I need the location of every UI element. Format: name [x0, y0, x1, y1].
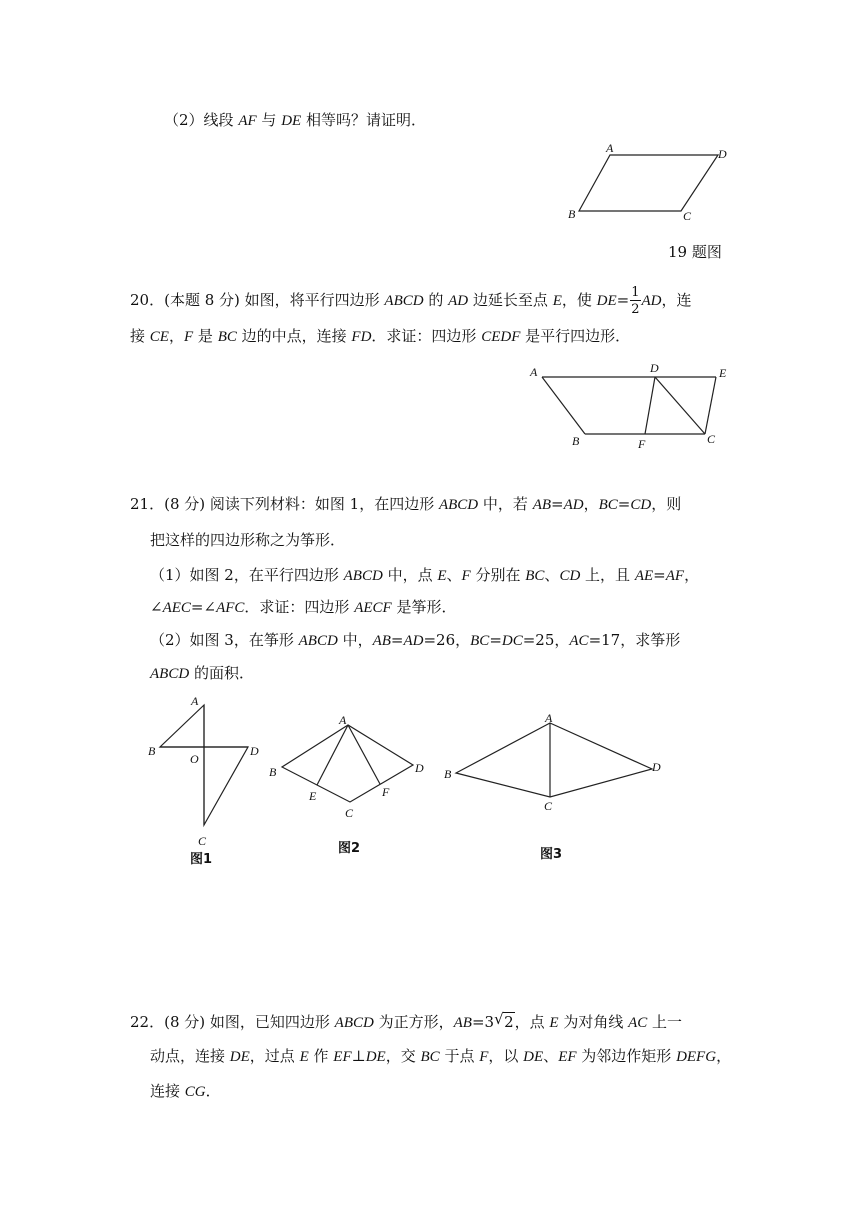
fig1-label-B: B [148, 744, 156, 758]
fig2-label-B: B [269, 765, 277, 779]
fig1-label-C: C [198, 834, 207, 848]
q19-label-D: D [718, 147, 727, 161]
q20-line2: 接 CE，F 是 BC 边的中点，连接 FD．求证：四边形 CEDF 是平行四边形． [130, 327, 631, 345]
q20-label-C: C [707, 432, 716, 446]
q19-label-A: A [606, 141, 614, 155]
fig3-label-C: C [544, 799, 553, 813]
fig3-label-D: D [652, 760, 661, 774]
q20-label-E: E [719, 366, 727, 380]
q20-label-B: B [572, 434, 580, 448]
q21-figure2 [265, 710, 445, 830]
q19-label-C: C [683, 209, 692, 223]
fig3-label-A: A [545, 711, 553, 725]
q21-figure1 [140, 690, 270, 870]
q19-label-B: B [568, 207, 576, 221]
fig1-caption: 图1 [190, 852, 213, 867]
fig1-label-D: D [250, 744, 259, 758]
q19-part2: （2）线段 AF 与 DE 相等吗？请证明． [164, 111, 426, 129]
q21-figure3 [440, 705, 680, 815]
q20-label-A: A [530, 365, 538, 379]
q20-label-D: D [650, 361, 659, 375]
fig2-label-E: E [309, 789, 317, 803]
q21-part2-line1: （2）如图 3，在筝形 ABCD 中，AB=AD=26，BC=DC=25，AC=17，求筝形 [150, 631, 681, 649]
q22-line1: 22．(8 分) 如图，已知四边形 ABCD 为正方形，AB=3 √ 2，点 E 为对角线 AC 上一 [130, 1010, 683, 1031]
fig2-label-F: F [382, 785, 390, 799]
q20-line1: 20．(本题 8 分) 如图，将平行四边形 ABCD 的 AD 边延长至点 E，使 DE= $\frac{1}{2}$ AD，连 [130, 285, 692, 317]
fig1-label-O: O [190, 752, 199, 766]
q22-line3: 连接 CG． [150, 1082, 221, 1100]
fig3-caption: 图3 [540, 847, 563, 862]
q21-part2-line2: ABCD 的面积． [150, 664, 254, 682]
fig3-label-B: B [444, 767, 452, 781]
q21-line2: 把这样的四边形称之为筝形． [150, 531, 346, 549]
one-half-fraction: $\frac{1}{2}$ [631, 285, 640, 317]
fig1-label-A: A [191, 694, 199, 708]
q19-figure [560, 140, 740, 230]
fig2-label-A: A [339, 713, 347, 727]
q21-part1-line2: ∠AEC=∠AFC．求证：四边形 AECF 是筝形． [150, 598, 457, 616]
q19-caption: 19 题图 [668, 243, 722, 261]
sqrt-two: √ 2 [494, 1010, 514, 1031]
q21-part1-line1: （1）如图 2，在平行四边形 ABCD 中，点 E、F 分别在 BC、CD 上，且 AE=AF， [150, 566, 700, 584]
fig2-label-D: D [415, 761, 424, 775]
fig2-caption: 图2 [338, 841, 361, 856]
fig2-label-C: C [345, 806, 354, 820]
q20-label-F: F [638, 437, 646, 451]
q21-line1: 21．(8 分) 阅读下列材料：如图 1，在四边形 ABCD 中，若 AB=AD，BC=CD，则 [130, 495, 682, 513]
q22-line2: 动点，连接 DE，过点 E 作 EF⊥DE，交 BC 于点 F，以 DE、EF 为邻边作矩形 DEFG， [150, 1047, 732, 1065]
q20-figure [520, 360, 740, 480]
